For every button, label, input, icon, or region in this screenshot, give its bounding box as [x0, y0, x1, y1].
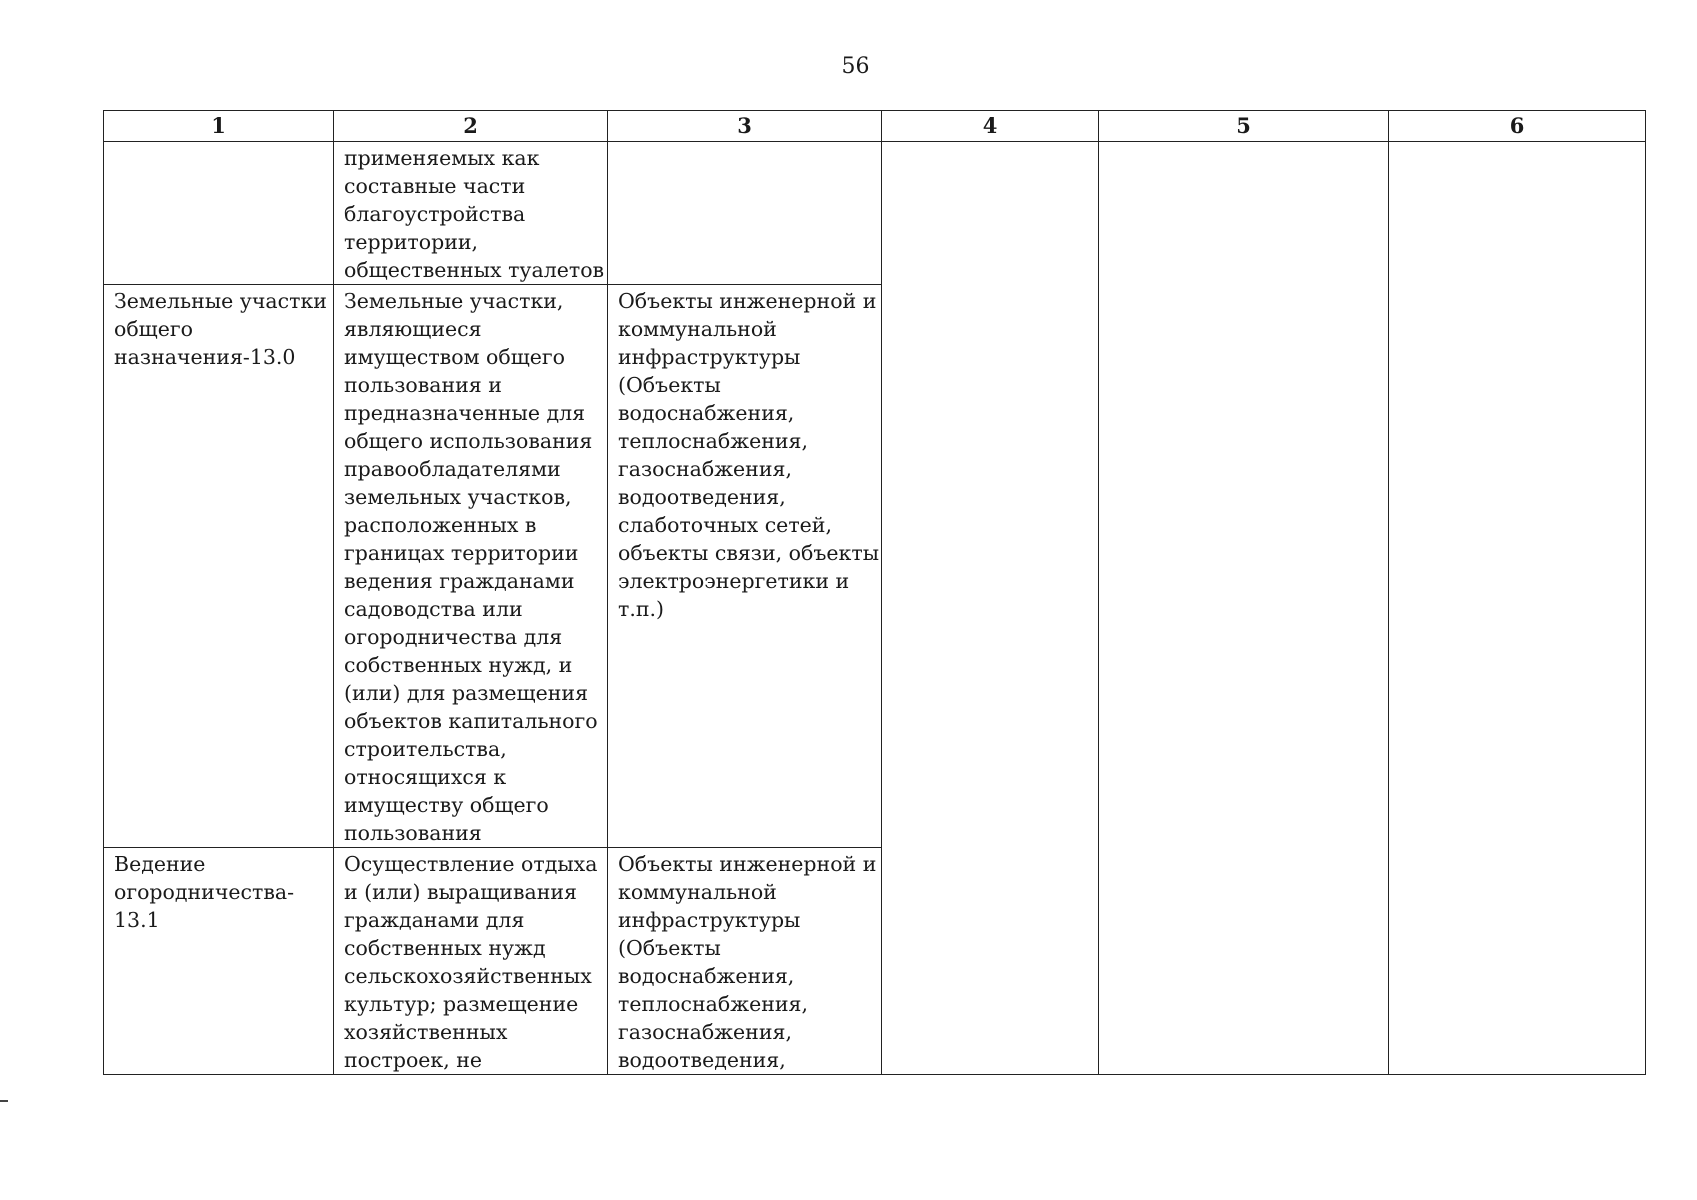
column-header-4: 4 [882, 111, 1099, 142]
cell-land-use-type [104, 848, 334, 1075]
cell-description [334, 142, 608, 285]
cell-text-line: слаботочных сетей, [618, 513, 832, 537]
cell-text-line: Ведение [114, 852, 206, 876]
column-header-6: 6 [1389, 111, 1646, 142]
cell-text-line: строительства, [344, 737, 507, 761]
cell-text-line: правообладателями [344, 457, 561, 481]
column-header-5: 5 [1099, 111, 1389, 142]
page-number: 56 [841, 54, 870, 79]
table-row [104, 142, 1646, 285]
cell-text-line: культур; размещение [344, 992, 579, 1016]
cell-text-line: границах территории [344, 541, 579, 565]
cell-description [334, 285, 608, 848]
cell-text-line: относящихся к [344, 765, 507, 789]
cell-text-line: водоотведения, [618, 485, 786, 509]
cell-text-line: пользования и [344, 373, 502, 397]
cell-text-line: земельных участков, [344, 485, 572, 509]
cell-column-5 [1099, 142, 1389, 1075]
cell-text-line: территории, [344, 230, 479, 254]
cell-text-line: инфраструктуры [618, 908, 801, 932]
zoning-table [103, 110, 1646, 1075]
cell-text-line: и (или) выращивания [344, 880, 577, 904]
cell-text-line: пользования [344, 821, 482, 845]
cell-text-line: являющиеся [344, 317, 482, 341]
cell-text-line: Объекты инженерной и [618, 852, 877, 876]
cell-text-line: хозяйственных [344, 1020, 508, 1044]
cell-text-line: составные части [344, 174, 526, 198]
cell-text-line: Земельные участки [114, 289, 327, 313]
margin-mark [0, 1100, 8, 1102]
cell-text-line: общего [114, 317, 193, 341]
cell-text-line: т.п.) [618, 597, 665, 621]
cell-text-line: построек, не [344, 1048, 483, 1072]
cell-text-line: электроэнергетики и [618, 569, 850, 593]
column-header-3: 3 [608, 111, 882, 142]
cell-text-line: собственных нужд, и [344, 653, 573, 677]
cell-text-line: теплоснабжения, [618, 429, 808, 453]
cell-text-line: назначения-13.0 [114, 345, 296, 369]
cell-text-line: общественных туалетов [344, 258, 605, 282]
cell-text-line: водоснабжения, [618, 964, 795, 988]
cell-text-line: гражданами для [344, 908, 525, 932]
cell-text-line: газоснабжения, [618, 1020, 792, 1044]
cell-description [334, 848, 608, 1075]
column-header-1: 1 [104, 111, 334, 142]
cell-auxiliary-objects [608, 848, 882, 1075]
cell-text-line: объектов капитального [344, 709, 598, 733]
cell-text-line: расположенных в [344, 513, 537, 537]
cell-text-line: (или) для размещения [344, 681, 589, 705]
cell-land-use-type [104, 142, 334, 285]
cell-text-line: ведения гражданами [344, 569, 575, 593]
cell-land-use-type [104, 285, 334, 848]
cell-text-line: имуществу общего [344, 793, 549, 817]
cell-text-line: водоснабжения, [618, 401, 795, 425]
cell-text-line: собственных нужд [344, 936, 546, 960]
cell-text-line: инфраструктуры [618, 345, 801, 369]
cell-column-6 [1389, 142, 1646, 1075]
cell-text-line: применяемых как [344, 146, 540, 170]
cell-text-line: Осуществление отдыха [344, 852, 598, 876]
cell-text-line: теплоснабжения, [618, 992, 808, 1016]
table-header-row [104, 111, 1646, 142]
cell-text-line: коммунальной [618, 880, 777, 904]
cell-text-line: 13.1 [114, 908, 160, 932]
cell-text-line: огородничества для [344, 625, 563, 649]
cell-text-line: огородничества- [114, 880, 295, 904]
cell-text-line: садоводства или [344, 597, 523, 621]
cell-text-line: Объекты инженерной и [618, 289, 877, 313]
cell-text-line: (Объекты [618, 936, 721, 960]
cell-text-line: Земельные участки, [344, 289, 564, 313]
cell-text-line: сельскохозяйственных [344, 964, 592, 988]
cell-text-line: благоустройства [344, 202, 526, 226]
cell-column-4 [882, 142, 1099, 1075]
cell-text-line: коммунальной [618, 317, 777, 341]
column-header-2: 2 [334, 111, 608, 142]
cell-text-line: предназначенные для [344, 401, 586, 425]
cell-text-line: общего использования [344, 429, 593, 453]
cell-text-line: (Объекты [618, 373, 721, 397]
cell-text-line: объекты связи, объекты [618, 541, 880, 565]
cell-text-line: газоснабжения, [618, 457, 792, 481]
cell-text-line: водоотведения, [618, 1048, 786, 1072]
cell-auxiliary-objects [608, 285, 882, 848]
cell-auxiliary-objects [608, 142, 882, 285]
cell-text-line: имуществом общего [344, 345, 565, 369]
